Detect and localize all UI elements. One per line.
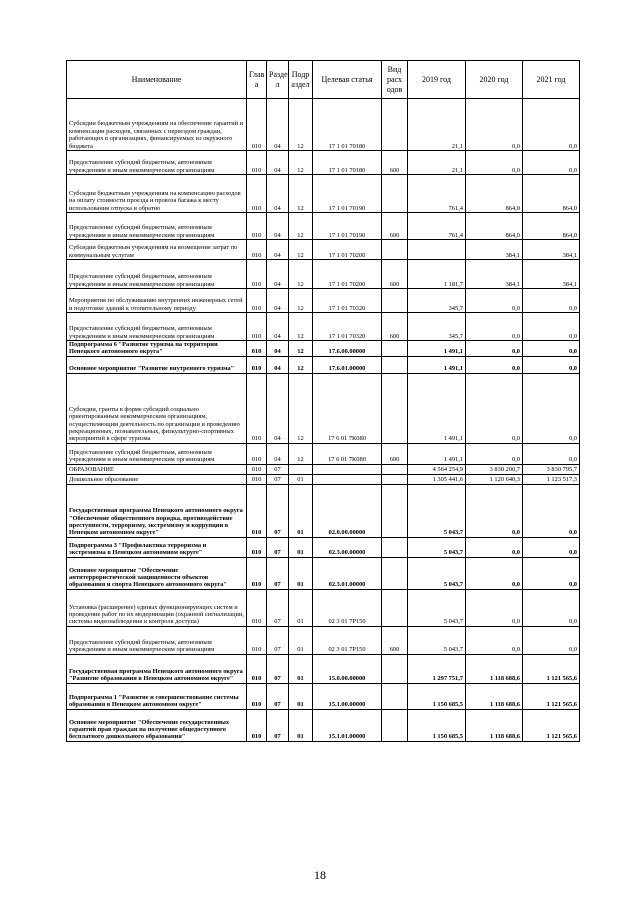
cell-expense-type (382, 484, 408, 537)
cell-2019: 1 305 441,6 (408, 474, 466, 484)
cell-expense-type (382, 373, 408, 443)
row-name: Субсидии бюджетным учреждениям на компенсацию расходов на оплату стоимости проезда и провоза багажа к месту использования отпуска и обратно (67, 175, 247, 213)
row-name: Дошкольное образование (67, 474, 247, 484)
cell-target-article: 17 6 01 7К080 (313, 373, 382, 443)
cell-glava: 010 (247, 213, 267, 240)
cell-2020: 1 118 688,6 (466, 654, 523, 683)
cell-2020: 3 830 200,7 (466, 464, 523, 474)
cell-glava: 010 (247, 260, 267, 289)
cell-2019: 21,1 (408, 99, 466, 151)
cell-razdel: 07 (267, 589, 289, 626)
cell-2021: 864,0 (523, 213, 580, 240)
cell-2020: 0,0 (466, 356, 523, 373)
cell-2019: 5 043,7 (408, 589, 466, 626)
row-name: Основное мероприятие "Обеспечение антитеррористической защищенности объектов образования и спорта Ненецкого автономного округа" (67, 557, 247, 589)
cell-glava: 010 (247, 289, 267, 313)
cell-2020: 0,0 (466, 589, 523, 626)
row-name: Предоставление субсидий бюджетным, автономным учреждениям и иным некоммерческим организациям (67, 626, 247, 654)
cell-expense-type (382, 709, 408, 741)
cell-glava: 010 (247, 589, 267, 626)
budget-page (66, 60, 579, 742)
cell-2021: 0,0 (523, 341, 580, 357)
table-row (67, 626, 580, 654)
cell-2020: 0,0 (466, 537, 523, 557)
header-glava: Глав а (247, 61, 267, 99)
cell-2020: 0,0 (466, 341, 523, 357)
cell-razdel: 04 (267, 240, 289, 260)
cell-razdel: 04 (267, 99, 289, 151)
cell-expense-type (382, 356, 408, 373)
cell-razdel: 04 (267, 260, 289, 289)
cell-podrazdel: 01 (289, 683, 313, 709)
cell-podrazdel: 12 (289, 356, 313, 373)
cell-razdel: 07 (267, 626, 289, 654)
cell-2021: 3 830 795,7 (523, 464, 580, 474)
cell-2021: 864,0 (523, 175, 580, 213)
cell-2021: 0,0 (523, 99, 580, 151)
cell-2020: 384,1 (466, 260, 523, 289)
cell-2021: 1 121 565,6 (523, 654, 580, 683)
cell-2020: 0,0 (466, 99, 523, 151)
cell-expense-type (382, 240, 408, 260)
cell-target-article: 17 6 01 7К080 (313, 443, 382, 464)
row-name: Подпрограмма 3 "Профилактика терроризма и экстремизма в Ненецком автономном округе" (67, 537, 247, 557)
cell-podrazdel: 01 (289, 709, 313, 741)
table-row (67, 373, 580, 443)
budget-table (66, 60, 580, 742)
table-row (67, 709, 580, 741)
cell-expense-type: 600 (382, 213, 408, 240)
cell-glava: 010 (247, 537, 267, 557)
cell-2019: 1 150 685,5 (408, 709, 466, 741)
cell-razdel: 04 (267, 341, 289, 357)
cell-target-article: 17 1 01 70180 (313, 151, 382, 175)
cell-2019: 5 043,7 (408, 484, 466, 537)
row-name: Подпрограмма 1 "Развитие и совершенствование системы образования в Ненецком автономном округе" (67, 683, 247, 709)
table-row (67, 443, 580, 464)
cell-expense-type: 600 (382, 151, 408, 175)
cell-expense-type (382, 464, 408, 474)
cell-2020: 0,0 (466, 484, 523, 537)
cell-glava: 010 (247, 373, 267, 443)
cell-2019: 1 297 751,7 (408, 654, 466, 683)
cell-2020: 1 118 688,6 (466, 683, 523, 709)
cell-podrazdel: 01 (289, 537, 313, 557)
cell-2021: 0,0 (523, 537, 580, 557)
cell-target-article (313, 474, 382, 484)
table-row (67, 240, 580, 260)
cell-expense-type: 600 (382, 313, 408, 341)
header-2019: 2019 год (408, 61, 466, 99)
cell-2020: 0,0 (466, 626, 523, 654)
cell-2020: 0,0 (466, 373, 523, 443)
cell-expense-type: 600 (382, 443, 408, 464)
row-name: Установка (расширение) единых функционирующих систем и проведение работ по их модернизации (охранной сигнализации, системы видеонаблюдения и контроля доступа) (67, 589, 247, 626)
table-row (67, 683, 580, 709)
cell-2020: 0,0 (466, 151, 523, 175)
cell-target-article: 17 1 01 70190 (313, 213, 382, 240)
cell-podrazdel: 01 (289, 557, 313, 589)
cell-2021: 0,0 (523, 373, 580, 443)
table-row (67, 313, 580, 341)
cell-2019: 1 491,1 (408, 443, 466, 464)
cell-glava: 010 (247, 175, 267, 213)
cell-glava: 010 (247, 484, 267, 537)
cell-podrazdel: 01 (289, 484, 313, 537)
cell-glava: 010 (247, 99, 267, 151)
cell-target-article: 17.6.00.00000 (313, 341, 382, 357)
table-row (67, 484, 580, 537)
cell-2020: 0,0 (466, 557, 523, 589)
row-name: Субсидии бюджетным учреждениям на возмещение затрат по коммунальным услугам (67, 240, 247, 260)
cell-2020: 0,0 (466, 443, 523, 464)
table-row (67, 213, 580, 240)
cell-expense-type (382, 474, 408, 484)
cell-podrazdel: 12 (289, 175, 313, 213)
table-header-row (67, 61, 580, 99)
cell-podrazdel: 01 (289, 654, 313, 683)
cell-2021: 0,0 (523, 151, 580, 175)
cell-expense-type (382, 557, 408, 589)
cell-2019 (408, 240, 466, 260)
cell-2019: 345,7 (408, 289, 466, 313)
cell-podrazdel: 12 (289, 240, 313, 260)
row-name: Предоставление субсидий бюджетным, автономным учреждениям и иным некоммерческим организациям (67, 443, 247, 464)
table-row (67, 537, 580, 557)
cell-glava: 010 (247, 557, 267, 589)
cell-target-article: 17 1 01 70200 (313, 240, 382, 260)
header-razdel: Разде л (267, 61, 289, 99)
cell-razdel: 04 (267, 313, 289, 341)
cell-razdel: 07 (267, 537, 289, 557)
row-name: Предоставление субсидий бюджетным, автономным учреждениям и иным некоммерческим организациям (67, 213, 247, 240)
cell-podrazdel: 01 (289, 589, 313, 626)
row-name: Подпрограмма 6 "Развитие туризма на территории Ненецкого автономного округа" (67, 341, 247, 357)
row-name: Мероприятия по обслуживанию внутренних инженерных сетей и подготовке зданий к отопительному периоду (67, 289, 247, 313)
cell-glava: 010 (247, 240, 267, 260)
row-name: Предоставление субсидий бюджетным, автономным учреждениям и иным некоммерческим организациям (67, 260, 247, 289)
cell-2021: 0,0 (523, 484, 580, 537)
cell-2020: 0,0 (466, 289, 523, 313)
cell-2021: 384,1 (523, 260, 580, 289)
cell-glava: 010 (247, 151, 267, 175)
cell-2019: 5 043,7 (408, 626, 466, 654)
cell-podrazdel: 12 (289, 289, 313, 313)
cell-expense-type (382, 99, 408, 151)
cell-glava: 010 (247, 341, 267, 357)
cell-podrazdel: 12 (289, 443, 313, 464)
cell-2021: 384,1 (523, 240, 580, 260)
cell-target-article: 17 1 01 70320 (313, 313, 382, 341)
row-name: Предоставление субсидий бюджетным, автономным учреждениям и иным некоммерческим организациям (67, 151, 247, 175)
cell-glava: 010 (247, 654, 267, 683)
header-target-article: Целевая статья (313, 61, 382, 99)
cell-2019: 5 043,7 (408, 537, 466, 557)
row-name: ОБРАЗОВАНИЕ (67, 464, 247, 474)
table-row (67, 474, 580, 484)
cell-target-article: 02.3.01.00000 (313, 557, 382, 589)
cell-target-article: 02 3 01 7Р150 (313, 589, 382, 626)
cell-glava: 010 (247, 464, 267, 474)
cell-glava: 010 (247, 683, 267, 709)
cell-2021: 1 121 565,6 (523, 683, 580, 709)
cell-razdel: 07 (267, 474, 289, 484)
row-name: Основное мероприятие "Обеспечение государственных гарантий прав граждан на получение общедоступного бесплатного дошкольного образования" (67, 709, 247, 741)
cell-target-article: 17 1 01 70180 (313, 99, 382, 151)
cell-2020: 864,0 (466, 213, 523, 240)
cell-2021: 0,0 (523, 557, 580, 589)
cell-razdel: 04 (267, 356, 289, 373)
cell-2020: 1 118 688,6 (466, 709, 523, 741)
cell-2019: 345,7 (408, 313, 466, 341)
cell-expense-type (382, 341, 408, 357)
cell-podrazdel: 12 (289, 260, 313, 289)
cell-podrazdel: 12 (289, 341, 313, 357)
row-name: Основное мероприятие "Развитие внутреннего туризма" (67, 356, 247, 373)
cell-razdel: 04 (267, 175, 289, 213)
cell-podrazdel (289, 464, 313, 474)
cell-2020: 864,0 (466, 175, 523, 213)
cell-2020: 384,1 (466, 240, 523, 260)
cell-2020: 1 120 640,3 (466, 474, 523, 484)
cell-2019: 1 150 685,5 (408, 683, 466, 709)
cell-glava: 010 (247, 356, 267, 373)
row-name: Государственная программа Ненецкого автономного округа "Обеспечение общественного порядка, противодействие преступности, терроризму, экстремизму и коррупции в Ненецком автономном округе" (67, 484, 247, 537)
cell-razdel: 07 (267, 464, 289, 474)
cell-expense-type (382, 175, 408, 213)
header-expense-type: Вид расх одов (382, 61, 408, 99)
cell-2019: 1 491,1 (408, 356, 466, 373)
cell-glava: 010 (247, 313, 267, 341)
cell-2021: 0,0 (523, 626, 580, 654)
cell-razdel: 04 (267, 289, 289, 313)
cell-target-article: 15.1.00.00000 (313, 683, 382, 709)
cell-podrazdel: 12 (289, 213, 313, 240)
cell-2020: 0,0 (466, 313, 523, 341)
cell-expense-type: 600 (382, 260, 408, 289)
row-name: Государственная программа Ненецкого автономного округа "Развитие образования в Ненецком автономном округе" (67, 654, 247, 683)
row-name: Субсидии, гранты в форме субсидий социально ориентированным некоммерческим организациям, осуществляющим деятельность по организации и проведению рекреационных, познавательных, физкультурно-спортивных мероприятий в сфере туризма (67, 373, 247, 443)
cell-podrazdel: 12 (289, 151, 313, 175)
cell-2021: 0,0 (523, 443, 580, 464)
row-name: Предоставление субсидий бюджетным, автономным учреждениям и иным некоммерческим организациям (67, 313, 247, 341)
cell-podrazdel: 12 (289, 99, 313, 151)
header-2021: 2021 год (523, 61, 580, 99)
cell-razdel: 07 (267, 683, 289, 709)
row-name: Субсидии бюджетным учреждениям на обеспечение гарантий и компенсации расходов, связанных с переездом граждан, работающих в организациях, финансируемых из окружного бюджета (67, 99, 247, 151)
cell-target-article: 02 3 01 7Р150 (313, 626, 382, 654)
cell-2019: 4 564 254,9 (408, 464, 466, 474)
cell-target-article: 15.0.00.00000 (313, 654, 382, 683)
cell-2021: 1 121 565,6 (523, 709, 580, 741)
header-podrazdel: Подр аздел (289, 61, 313, 99)
cell-target-article: 02.0.00.00000 (313, 484, 382, 537)
cell-2021: 0,0 (523, 356, 580, 373)
table-row (67, 356, 580, 373)
cell-2021: 0,0 (523, 589, 580, 626)
cell-target-article: 17 1 01 70190 (313, 175, 382, 213)
page-number: 18 (314, 868, 326, 882)
cell-razdel: 07 (267, 654, 289, 683)
cell-razdel: 04 (267, 443, 289, 464)
table-row (67, 289, 580, 313)
cell-podrazdel: 01 (289, 474, 313, 484)
cell-2019: 21,1 (408, 151, 466, 175)
table-row (67, 260, 580, 289)
cell-razdel: 04 (267, 213, 289, 240)
cell-target-article (313, 464, 382, 474)
cell-expense-type (382, 589, 408, 626)
cell-target-article: 02.3.00.00000 (313, 537, 382, 557)
cell-target-article: 17 1 01 70200 (313, 260, 382, 289)
table-row (67, 464, 580, 474)
cell-expense-type: 600 (382, 626, 408, 654)
cell-2019: 1 181,7 (408, 260, 466, 289)
cell-2019: 1 491,1 (408, 341, 466, 357)
cell-2019: 761,4 (408, 213, 466, 240)
cell-expense-type (382, 537, 408, 557)
table-row (67, 589, 580, 626)
table-row (67, 341, 580, 357)
cell-expense-type (382, 683, 408, 709)
table-row (67, 175, 580, 213)
cell-glava: 010 (247, 626, 267, 654)
cell-podrazdel: 12 (289, 373, 313, 443)
cell-glava: 010 (247, 443, 267, 464)
cell-2021: 0,0 (523, 313, 580, 341)
cell-2019: 5 043,7 (408, 557, 466, 589)
cell-razdel: 04 (267, 373, 289, 443)
cell-expense-type (382, 654, 408, 683)
table-row (67, 557, 580, 589)
cell-target-article: 17.6.01.00000 (313, 356, 382, 373)
cell-2019: 761,4 (408, 175, 466, 213)
table-row (67, 654, 580, 683)
cell-glava: 010 (247, 709, 267, 741)
cell-2019: 1 491,1 (408, 373, 466, 443)
table-row (67, 99, 580, 151)
cell-expense-type (382, 289, 408, 313)
cell-podrazdel: 12 (289, 313, 313, 341)
header-2020: 2020 год (466, 61, 523, 99)
header-name: Наименование (67, 61, 247, 99)
cell-podrazdel: 01 (289, 626, 313, 654)
cell-razdel: 07 (267, 709, 289, 741)
cell-target-article: 15.1.01.00000 (313, 709, 382, 741)
table-row (67, 151, 580, 175)
cell-razdel: 04 (267, 151, 289, 175)
cell-2021: 1 123 517,3 (523, 474, 580, 484)
cell-glava: 010 (247, 474, 267, 484)
cell-2021: 0,0 (523, 289, 580, 313)
cell-razdel: 07 (267, 484, 289, 537)
cell-target-article: 17 1 01 70320 (313, 289, 382, 313)
cell-razdel: 07 (267, 557, 289, 589)
